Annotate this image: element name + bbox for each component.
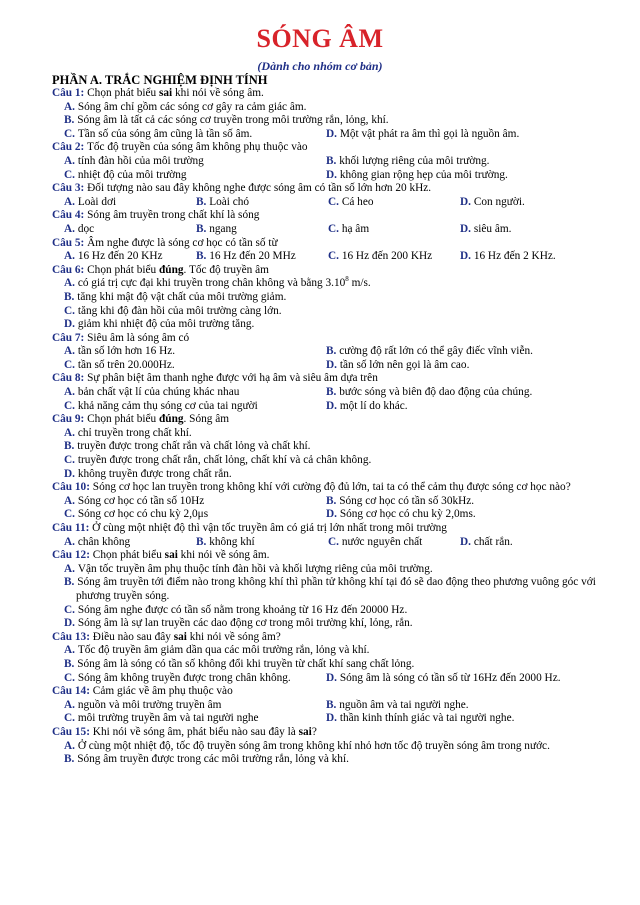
answer-d: D. không gian rộng hẹp của môi trường. [326, 168, 508, 181]
answer-a: A. tần số lớn hơn 16 Hz. [64, 345, 176, 358]
answer-a: A. Vận tốc truyền âm phụ thuộc tính đàn hồi và khối lượng riêng của môi trường. [64, 562, 433, 575]
answer-c: C. Sóng âm không truyền được trong chân không. [64, 671, 291, 684]
answer-a: A. Tốc độ truyền âm giảm dần qua các môi trường rắn, lỏng và khí. [64, 644, 370, 657]
answer-c: C. nhiệt độ của môi trường [64, 168, 187, 181]
answer-d: D. giảm khi nhiệt độ của môi trường tăng. [64, 318, 255, 331]
answer-c: C. khả năng cảm thụ sóng cơ của tai người [64, 399, 258, 412]
answer-d: D. không truyền được trong chất rắn. [64, 467, 232, 480]
answer-d: D. Sóng âm là sóng có tần số từ 16Hz đến 2000 Hz. [326, 671, 561, 684]
answer-b: B. Loài chó [196, 195, 250, 208]
answer-c: C. Tần số của sóng âm cũng là tần số âm. [64, 127, 253, 140]
answer-a: A. Loài dơi [64, 195, 117, 208]
answer-d: D. 16 Hz đến 2 KHz. [460, 250, 556, 263]
answer-b: B. Sóng cơ học có tần số 30kHz. [326, 494, 475, 507]
answer-d: D. Sóng âm là sự lan truyền các dao động cơ trong môi trường khí, lỏng, rắn. [64, 617, 413, 630]
answer-c: C. Cá heo [328, 195, 374, 208]
question-4: Câu 4: Sóng âm truyền trong chất khí là sóng A. dọc B. ngang C. hạ âm D. siêu âm. [52, 209, 512, 235]
question-number: Câu 11: [52, 522, 90, 534]
question-2: Câu 2: Tốc độ truyền của sóng âm không phụ thuộc vào A. tính đàn hồi của môi trường B. khối lượng riêng của môi trường. C. nhiệt độ của môi trường D. không gian rộng hẹp của môi trường. [52, 141, 508, 181]
question-5: Câu 5: Âm nghe được là sóng cơ học có tần số từ A. 16 Hz đến 20 KHz B. 16 Hz đến 20 MHz C. 16 Hz đến 200 KHz D. 16 Hz đến 2 KHz. [52, 236, 556, 263]
answer-b: B. khối lượng riêng của môi trường. [326, 154, 490, 167]
question-10: Câu 10: Sóng cơ học lan truyền trong không khí với cường độ đủ lớn, tai ta có thể cảm thụ được sóng cơ học nào? A. Sóng cơ học có tần số 10Hz B. Sóng cơ học có tần số 30kHz. C. Sóng cơ học có chu kỳ 2,0μs D. Sóng cơ học có chu kỳ 2,0ms. [52, 481, 571, 521]
question-8: Câu 8: Sự phân biệt âm thanh nghe được với hạ âm và siêu âm dựa trên A. bản chất vật lí của chúng khác nhau B. bước sóng và biên độ dao động của chúng. C. khả năng cảm thụ sóng cơ của tai người D. một lí do khác. [52, 372, 533, 412]
answer-b: B. Sóng âm truyền được trong các môi trường rắn, lỏng và khí. [64, 753, 349, 766]
answer-a: A. chân không [64, 535, 131, 548]
answer-a: A. chỉ truyền trong chất khí. [64, 426, 192, 439]
question-number: Câu 10: [52, 481, 90, 494]
question-13: Câu 13: Điều nào sau đây sai khi nói về sóng âm? A. Tốc độ truyền âm giảm dần qua các môi trường rắn, lỏng và khí. B. Sóng âm là sóng có tần số không đổi khi truyền từ chất khí sang chất lỏng. C. Sóng âm không truyền được trong chân không. D. Sóng âm là sóng có tần số từ 16Hz đến 2000 Hz. [52, 631, 612, 685]
question-12: Câu 12: Chọn phát biểu sai khi nói về sóng âm. A. Vận tốc truyền âm phụ thuộc tính đàn hồi và khối lượng riêng của môi trường. B. Sóng âm truyền tới điểm nào trong không khí thì phần tử không khí tại đó sẽ dao động theo phương vuông góc với phương truyền sóng. C. Sóng âm nghe được có tần số nằm trong khoảng từ 16 Hz đến 20000 Hz. D. Sóng âm là sự lan truyền các dao động cơ trong môi trường khí, lỏng, rắn. [52, 549, 612, 631]
question-number: Câu 5: [52, 236, 85, 249]
answer-a: A. nguồn và môi trường truyền âm [64, 698, 222, 711]
answer-c: C. môi trường truyền âm và tai người nghe [64, 712, 259, 725]
question-number: Câu 14: [52, 685, 90, 698]
question-number: Câu 3: [52, 182, 85, 195]
answer-d: D. Con người. [460, 195, 525, 208]
answer-a: A. Sóng cơ học có tần số 10Hz [64, 494, 205, 507]
question-9: Câu 9: Chọn phát biểu đúng. Sóng âm A. chỉ truyền trong chất khí. B. truyền được trong chất rắn và chất lỏng và chất khí. C. truyền được trong chất rắn, chất lỏng, chất khí và cả chân không. D. không truyền được trong chất rắn. [52, 413, 612, 481]
question-number: Câu 13: [52, 630, 90, 643]
answer-b: B. cường độ rất lớn có thể gây điếc vĩnh viễn. [326, 345, 533, 358]
answer-b: B. ngang [196, 222, 237, 235]
question-number: Câu 4: [52, 209, 85, 222]
question-number: Câu 6: [52, 263, 85, 276]
answer-b: B. không khí [196, 535, 255, 548]
question-3: Câu 3: Đối tượng nào sau đây không nghe được sóng âm có tần số lớn hơn 20 kHz. A. Loài dơi B. Loài chó C. Cá heo D. Con người. [52, 182, 525, 208]
question-number: Câu 15: [52, 725, 90, 738]
question-7: Câu 7: Siêu âm là sóng âm có A. tần số lớn hơn 16 Hz. B. cường độ rất lớn có thể gây điếc vĩnh viễn. C. tần số trên 20.000Hz. D. tần số lớn nên gọi là âm cao. [52, 331, 533, 371]
answer-d: D. Một vật phát ra âm thì gọi là nguồn âm. [326, 127, 520, 140]
answer-b: B. nguồn âm và tai người nghe. [326, 698, 469, 711]
answer-a: A. Sóng âm chỉ gồm các sóng cơ gây ra cảm giác âm. [64, 100, 307, 113]
question-15: Câu 15: Khi nói về sóng âm, phát biểu nào sau đây là sai? A. Ở cùng một nhiệt độ, tốc độ truyền sóng âm trong không khí nhỏ hơn tốc độ truyền sóng âm trong nước. B. Sóng âm truyền được trong các môi trường rắn, lỏng và khí. [52, 726, 612, 767]
question-list [52, 87, 612, 767]
question-number: Câu 12: [52, 549, 90, 562]
answer-b: B. tăng khi mật độ vật chất của môi trường giảm. [64, 290, 287, 303]
answer-b: B. Sóng âm là tất cả các sóng cơ truyền trong môi trường rắn, lỏng, khí. [64, 114, 389, 127]
answer-c: C. tăng khi độ đàn hồi của môi trường càng lớn. [64, 304, 282, 317]
question-6: Câu 6: Chọn phát biểu đúng. Tốc độ truyền âm A. có giá trị cực đại khi truyền trong chân không và bằng 3.10$^8$ m/s. B. tăng khi mật độ vật chất của môi trường giảm. C. tăng khi độ đàn hồi của môi trường càng lớn. D. giảm khi nhiệt độ của môi trường tăng. [52, 264, 612, 332]
answer-c: C. Sóng âm nghe được có tần số nằm trong khoảng từ 16 Hz đến 20000 Hz. [64, 603, 408, 616]
answer-a: A. có giá trị cực đại khi truyền trong chân không và bằng 3.10$^8$ m/s. [64, 275, 371, 290]
answer-a: A. tính đàn hồi của môi trường [64, 154, 204, 167]
answer-d: D. tần số lớn nên gọi là âm cao. [326, 358, 470, 371]
question-number: Câu 1: [52, 87, 85, 99]
answer-c: C. truyền được trong chất rắn, chất lỏng, chất khí và cả chân không. [64, 454, 372, 467]
answer-b: B. Sóng âm là sóng có tần số không đổi khi truyền từ chất khí sang chất lỏng. [64, 657, 415, 670]
section-heading: PHẦN A. TRẮC NGHIỆM ĐỊNH TÍNH [52, 73, 268, 87]
answer-c: C. nước nguyên chất [328, 535, 423, 548]
answer-b: B. 16 Hz đến 20 MHz [196, 250, 296, 263]
answer-a: A. 16 Hz đến 20 KHz [64, 250, 163, 263]
answer-c: C. hạ âm [328, 222, 370, 235]
page-title: SÓNG ÂM [256, 24, 384, 53]
answer-d: D. siêu âm. [460, 222, 512, 235]
answer-c: C. tần số trên 20.000Hz. [64, 358, 175, 371]
answer-c: C. Sóng cơ học có chu kỳ 2,0μs [64, 508, 209, 521]
question-number: Câu 9: [52, 413, 85, 426]
question-number: Câu 8: [52, 372, 85, 385]
answer-d: D. một lí do khác. [326, 399, 408, 412]
answer-a: A. bản chất vật lí của chúng khác nhau [64, 386, 240, 399]
answer-d: D. thần kinh thính giác và tai người nghe. [326, 712, 515, 725]
question-11: Câu 11: Ở cùng một nhiệt độ thì vận tốc truyền âm có giá trị lớn nhất trong môi trường A. chân không B. không khí C. nước nguyên chất D. chất rắn. [52, 522, 513, 548]
answer-a: A. Ở cùng một nhiệt độ, tốc độ truyền sóng âm trong không khí nhỏ hơn tốc độ truyền sóng âm trong nước. [64, 739, 550, 752]
answer-d: D. Sóng cơ học có chu kỳ 2,0ms. [326, 508, 476, 521]
question-number: Câu 2: [52, 141, 85, 154]
question-14: Câu 14: Cảm giác về âm phụ thuộc vào A. nguồn và môi trường truyền âm B. nguồn âm và tai người nghe. C. môi trường truyền âm và tai người nghe D. thần kinh thính giác và tai người nghe. [52, 685, 515, 725]
answer-b: B. truyền được trong chất rắn và chất lỏng và chất khí. [64, 440, 311, 453]
question-number: Câu 7: [52, 331, 85, 344]
question-1: Câu 1: Chọn phát biểu sai khi nói về sóng âm. A. Sóng âm chỉ gồm các sóng cơ gây ra cảm giác âm. B. Sóng âm là tất cả các sóng cơ truyền trong môi trường rắn, lỏng, khí. C. Tần số của sóng âm cũng là tần số âm. D. Một vật phát ra âm thì gọi là nguồn âm. [52, 87, 612, 141]
answer-a: A. dọc [64, 222, 95, 235]
answer-b: B. Sóng âm truyền tới điểm nào trong không khí thì phần tử không khí tại đó sẽ dao động theo phương vuông góc với phương truyền sóng. [64, 576, 596, 602]
answer-d: D. chất rắn. [460, 535, 513, 548]
page-subtitle: (Dành cho nhóm cơ bản) [257, 59, 383, 73]
answer-b: B. bước sóng và biên độ dao động của chúng. [326, 386, 533, 399]
answer-c: C. 16 Hz đến 200 KHz [328, 250, 433, 263]
